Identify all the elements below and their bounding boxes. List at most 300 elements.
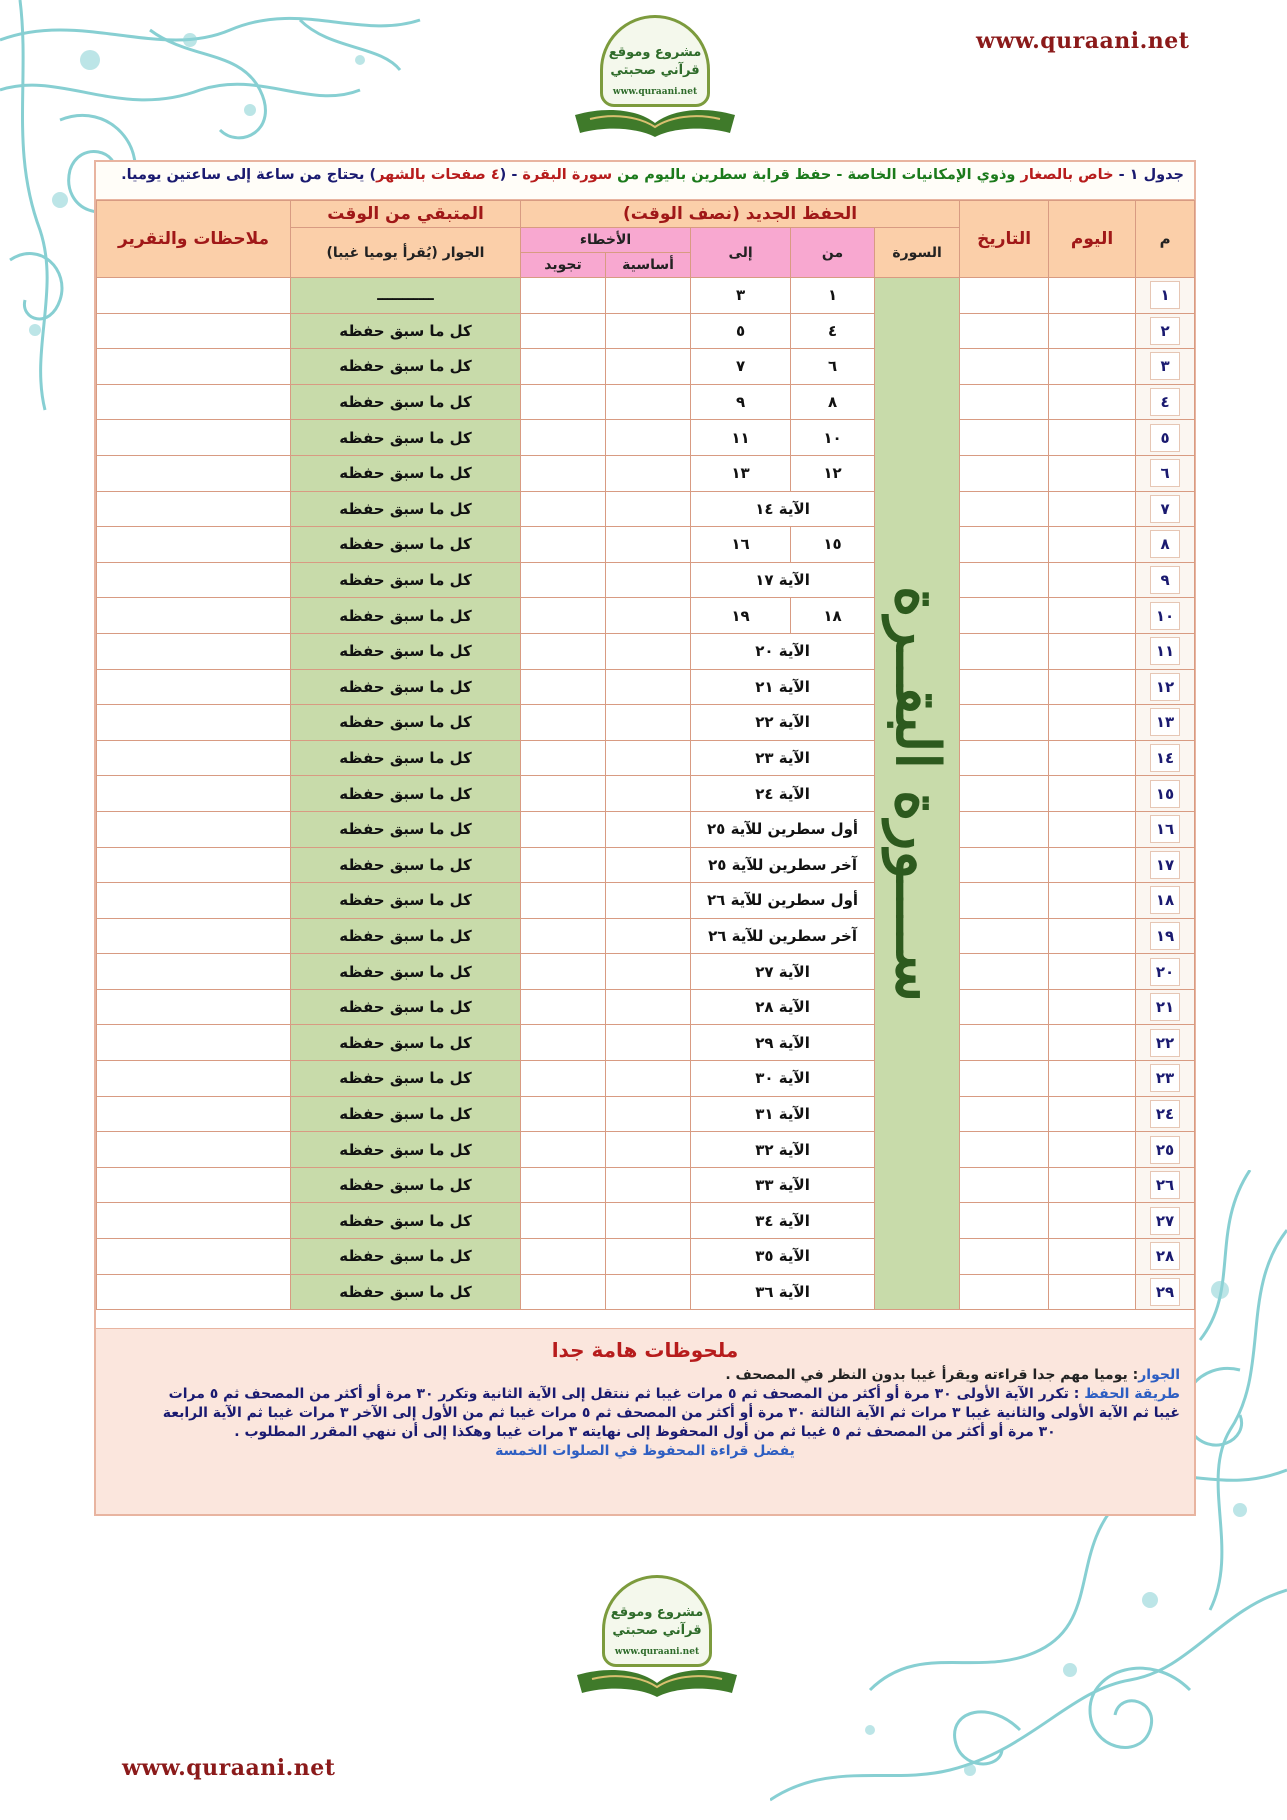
jiwar-cell: كل ما سبق حفظه xyxy=(291,1203,521,1239)
mistakes-tajweed-cell[interactable] xyxy=(521,918,606,954)
date-cell[interactable] xyxy=(960,847,1049,883)
mistakes-basic-cell[interactable] xyxy=(606,527,691,563)
mistakes-tajweed-cell[interactable] xyxy=(521,384,606,420)
mistakes-basic-cell[interactable] xyxy=(606,633,691,669)
row-number-cell xyxy=(1136,349,1195,385)
notes-cell[interactable] xyxy=(97,562,291,598)
from-cell: ١٨ xyxy=(791,598,875,634)
mistakes-basic-cell[interactable] xyxy=(606,847,691,883)
date-cell[interactable] xyxy=(960,705,1049,741)
row-number: ٢٤ xyxy=(1150,1100,1180,1128)
notes-jiwar xyxy=(110,1366,1180,1385)
table-row xyxy=(97,705,1195,741)
mistakes-basic-cell[interactable] xyxy=(606,562,691,598)
jiwar-cell: كل ما سبق حفظه xyxy=(291,1061,521,1097)
row-number-cell xyxy=(1136,1025,1195,1061)
logo-line2: قرآني صحبتي xyxy=(610,63,700,78)
verse-range-cell: الآية ٣٣ xyxy=(691,1167,875,1203)
date-cell[interactable] xyxy=(960,883,1049,919)
mistakes-basic-cell[interactable] xyxy=(606,669,691,705)
notes-cell[interactable] xyxy=(97,1061,291,1097)
table-row xyxy=(97,989,1195,1025)
notes-cell[interactable] xyxy=(97,811,291,847)
row-number: ٢٦ xyxy=(1150,1171,1180,1199)
date-cell[interactable] xyxy=(960,1025,1049,1061)
jiwar-cell: كل ما سبق حفظه xyxy=(291,313,521,349)
table-row xyxy=(97,313,1195,349)
notes-cell[interactable] xyxy=(97,1274,291,1310)
jiwar-cell: كل ما سبق حفظه xyxy=(291,918,521,954)
day-cell[interactable] xyxy=(1049,705,1136,741)
row-number: ١٦ xyxy=(1150,815,1180,843)
mistakes-basic-cell[interactable] xyxy=(606,1239,691,1275)
open-book-icon xyxy=(572,1665,742,1699)
mistakes-tajweed-cell[interactable] xyxy=(521,527,606,563)
row-number: ٢٣ xyxy=(1150,1064,1180,1092)
caption-part: ) يحتاج من ساعة إلى ساعتين يوميا. xyxy=(121,167,377,183)
table-row xyxy=(97,455,1195,491)
caption-part: سورة البقرة xyxy=(522,167,613,183)
from-cell: ١ xyxy=(791,278,875,314)
notes-cell[interactable] xyxy=(97,384,291,420)
day-cell[interactable] xyxy=(1049,1167,1136,1203)
day-cell[interactable] xyxy=(1049,1239,1136,1275)
mistakes-basic-cell[interactable] xyxy=(606,1096,691,1132)
caption-part: ٤ صفحات بالشهر xyxy=(376,167,500,183)
notes-cell[interactable] xyxy=(97,633,291,669)
mistakes-basic-cell[interactable] xyxy=(606,1132,691,1168)
row-number-cell xyxy=(1136,527,1195,563)
row-number-cell xyxy=(1136,313,1195,349)
day-cell[interactable] xyxy=(1049,420,1136,456)
date-cell[interactable] xyxy=(960,1274,1049,1310)
date-cell[interactable] xyxy=(960,313,1049,349)
table-row xyxy=(97,847,1195,883)
header-to: إلى xyxy=(691,228,791,278)
site-url-bottom[interactable]: www.quraani.net xyxy=(122,1755,336,1781)
row-number: ١٨ xyxy=(1150,886,1180,914)
mistakes-tajweed-cell[interactable] xyxy=(521,847,606,883)
caption-part: وذوي الإمكانيات الخاصة - حفظ قرابة سطرين باليوم من xyxy=(612,167,1016,183)
header-date: التاريخ xyxy=(960,201,1049,278)
date-cell[interactable] xyxy=(960,562,1049,598)
header-remaining-time: المتبقي من الوقت xyxy=(291,201,521,228)
mistakes-tajweed-cell[interactable] xyxy=(521,491,606,527)
day-cell[interactable] xyxy=(1049,598,1136,634)
row-number-cell xyxy=(1136,918,1195,954)
jiwar-cell: كل ما سبق حفظه xyxy=(291,883,521,919)
day-cell[interactable] xyxy=(1049,740,1136,776)
day-cell[interactable] xyxy=(1049,455,1136,491)
to-cell: ١٣ xyxy=(691,455,791,491)
jiwar-cell: كل ما سبق حفظه xyxy=(291,420,521,456)
notes-cell[interactable] xyxy=(97,1203,291,1239)
notes-cell[interactable] xyxy=(97,740,291,776)
notes-title: ملحوظات هامة جدا xyxy=(551,1338,739,1362)
table-row xyxy=(97,527,1195,563)
verse-range-cell: الآية ٢٧ xyxy=(691,954,875,990)
to-cell: ١١ xyxy=(691,420,791,456)
date-cell[interactable] xyxy=(960,954,1049,990)
notes-section xyxy=(96,1328,1194,1514)
notes-cell[interactable] xyxy=(97,527,291,563)
jiwar-cell: كل ما سبق حفظه xyxy=(291,705,521,741)
notes-cell[interactable] xyxy=(97,954,291,990)
row-number-cell xyxy=(1136,669,1195,705)
from-cell: ٤ xyxy=(791,313,875,349)
notes-cell[interactable] xyxy=(97,1239,291,1275)
row-number: ٢٠ xyxy=(1150,958,1180,986)
date-cell[interactable] xyxy=(960,384,1049,420)
notes-cell[interactable] xyxy=(97,598,291,634)
table-caption xyxy=(96,162,1194,200)
date-cell[interactable] xyxy=(960,1167,1049,1203)
logo-line1: مشروع وموقع xyxy=(610,1605,704,1620)
to-cell: ١٦ xyxy=(691,527,791,563)
mistakes-tajweed-cell[interactable] xyxy=(521,349,606,385)
notes-cell[interactable] xyxy=(97,313,291,349)
row-number: ١٠ xyxy=(1150,602,1180,630)
date-cell[interactable] xyxy=(960,1203,1049,1239)
date-cell[interactable] xyxy=(960,491,1049,527)
day-cell[interactable] xyxy=(1049,633,1136,669)
mistakes-basic-cell[interactable] xyxy=(606,740,691,776)
mistakes-basic-cell[interactable] xyxy=(606,313,691,349)
mistakes-basic-cell[interactable] xyxy=(606,455,691,491)
verse-range-cell: الآية ٢١ xyxy=(691,669,875,705)
header-new-memorization: الحفظ الجديد (نصف الوقت) xyxy=(521,201,960,228)
row-number-cell xyxy=(1136,1167,1195,1203)
mistakes-tajweed-cell[interactable] xyxy=(521,669,606,705)
notes-cell[interactable] xyxy=(97,883,291,919)
notes-cell[interactable] xyxy=(97,847,291,883)
row-number-cell xyxy=(1136,455,1195,491)
verse-range-cell: آخر سطرين للآية ٢٦ xyxy=(691,918,875,954)
mistakes-tajweed-cell[interactable] xyxy=(521,455,606,491)
notes-cell[interactable] xyxy=(97,349,291,385)
verse-range-cell: الآية ٢٢ xyxy=(691,705,875,741)
jiwar-cell: كل ما سبق حفظه xyxy=(291,455,521,491)
mistakes-basic-cell[interactable] xyxy=(606,491,691,527)
mistakes-basic-cell[interactable] xyxy=(606,1203,691,1239)
row-number: ٢٢ xyxy=(1150,1029,1180,1057)
row-number-cell xyxy=(1136,420,1195,456)
mistakes-tajweed-cell[interactable] xyxy=(521,562,606,598)
day-cell[interactable] xyxy=(1049,669,1136,705)
row-number: ٨ xyxy=(1150,530,1180,558)
row-number-cell xyxy=(1136,1096,1195,1132)
mistakes-basic-cell[interactable] xyxy=(606,954,691,990)
row-number-cell xyxy=(1136,1203,1195,1239)
day-cell[interactable] xyxy=(1049,1203,1136,1239)
header-surah: السورة xyxy=(875,228,960,278)
day-cell[interactable] xyxy=(1049,1061,1136,1097)
row-number: ٥ xyxy=(1150,424,1180,452)
logo-url: www.quraani.net xyxy=(612,87,698,97)
date-cell[interactable] xyxy=(960,811,1049,847)
header-mistakes: الأخطاء xyxy=(521,228,691,253)
mistakes-basic-cell[interactable] xyxy=(606,1274,691,1310)
schedule-frame xyxy=(94,160,1196,1516)
verse-range-cell: الآية ٢٤ xyxy=(691,776,875,812)
verse-range-cell: الآية ٣٦ xyxy=(691,1274,875,1310)
mistakes-basic-cell[interactable] xyxy=(606,776,691,812)
jiwar-cell: كل ما سبق حفظه xyxy=(291,1096,521,1132)
mistakes-tajweed-cell[interactable] xyxy=(521,598,606,634)
mistakes-tajweed-cell[interactable] xyxy=(521,776,606,812)
date-cell[interactable] xyxy=(960,740,1049,776)
mistakes-basic-cell[interactable] xyxy=(606,705,691,741)
day-cell[interactable] xyxy=(1049,883,1136,919)
mistakes-basic-cell[interactable] xyxy=(606,1061,691,1097)
mistakes-tajweed-cell[interactable] xyxy=(521,883,606,919)
mistakes-tajweed-cell[interactable] xyxy=(521,1203,606,1239)
table-row xyxy=(97,883,1195,919)
notes-method-label: طريقة الحفظ xyxy=(1084,1386,1180,1402)
to-cell: ٥ xyxy=(691,313,791,349)
notes-prayer: يفضل قراءة المحفوظ في الصلوات الخمسة xyxy=(495,1443,795,1459)
notes-jiwar-text: : يوميا مهم جدا قراءته ويقرأ غيبا بدون النظر في المصحف . xyxy=(725,1367,1139,1383)
notes-cell[interactable] xyxy=(97,669,291,705)
mistakes-basic-cell[interactable] xyxy=(606,420,691,456)
jiwar-cell: كل ما سبق حفظه xyxy=(291,491,521,527)
verse-range-cell: الآية ٣٠ xyxy=(691,1061,875,1097)
mistakes-basic-cell[interactable] xyxy=(606,811,691,847)
day-cell[interactable] xyxy=(1049,918,1136,954)
table-row xyxy=(97,811,1195,847)
notes-cell[interactable] xyxy=(97,278,291,314)
table-row xyxy=(97,1061,1195,1097)
mistakes-basic-cell[interactable] xyxy=(606,278,691,314)
mistakes-basic-cell[interactable] xyxy=(606,918,691,954)
site-url-top[interactable]: www.quraani.net xyxy=(976,28,1190,54)
table-row xyxy=(97,420,1195,456)
jiwar-cell: كل ما سبق حفظه xyxy=(291,847,521,883)
day-cell[interactable] xyxy=(1049,491,1136,527)
verse-range-cell: الآية ٢٨ xyxy=(691,989,875,1025)
jiwar-cell: كل ما سبق حفظه xyxy=(291,1239,521,1275)
verse-range-cell: أول سطرين للآية ٢٥ xyxy=(691,811,875,847)
row-number: ٢ xyxy=(1150,317,1180,345)
mistakes-basic-cell[interactable] xyxy=(606,384,691,420)
date-cell[interactable] xyxy=(960,669,1049,705)
date-cell[interactable] xyxy=(960,918,1049,954)
surah-cell xyxy=(875,278,960,1310)
verse-range-cell: أول سطرين للآية ٢٦ xyxy=(691,883,875,919)
row-number-cell xyxy=(1136,598,1195,634)
jiwar-cell: كل ما سبق حفظه xyxy=(291,1274,521,1310)
row-number-cell xyxy=(1136,847,1195,883)
header-num: م xyxy=(1136,201,1195,278)
mistakes-tajweed-cell[interactable] xyxy=(521,633,606,669)
day-cell[interactable] xyxy=(1049,562,1136,598)
row-number-cell xyxy=(1136,562,1195,598)
from-cell: ٦ xyxy=(791,349,875,385)
notes-jiwar-label: الجوار xyxy=(1138,1367,1180,1383)
row-number: ٢٧ xyxy=(1150,1207,1180,1235)
mistakes-tajweed-cell[interactable] xyxy=(521,313,606,349)
table-row xyxy=(97,1167,1195,1203)
day-cell[interactable] xyxy=(1049,278,1136,314)
mistakes-tajweed-cell[interactable] xyxy=(521,1025,606,1061)
row-number: ٩ xyxy=(1150,566,1180,594)
jiwar-cell: كل ما سبق حفظه xyxy=(291,562,521,598)
notes-cell[interactable] xyxy=(97,776,291,812)
day-cell[interactable] xyxy=(1049,1274,1136,1310)
day-cell[interactable] xyxy=(1049,349,1136,385)
day-cell[interactable] xyxy=(1049,989,1136,1025)
day-cell[interactable] xyxy=(1049,1096,1136,1132)
mistakes-tajweed-cell[interactable] xyxy=(521,1132,606,1168)
from-cell: ١٥ xyxy=(791,527,875,563)
jiwar-cell: كل ما سبق حفظه xyxy=(291,1025,521,1061)
jiwar-cell: كل ما سبق حفظه xyxy=(291,776,521,812)
row-number-cell xyxy=(1136,633,1195,669)
table-row xyxy=(97,740,1195,776)
table-row xyxy=(97,562,1195,598)
row-number: ٧ xyxy=(1150,495,1180,523)
table-row xyxy=(97,598,1195,634)
day-cell[interactable] xyxy=(1049,1025,1136,1061)
date-cell[interactable] xyxy=(960,598,1049,634)
mistakes-tajweed-cell[interactable] xyxy=(521,1167,606,1203)
day-cell[interactable] xyxy=(1049,527,1136,563)
mistakes-tajweed-cell[interactable] xyxy=(521,1274,606,1310)
row-number-cell xyxy=(1136,776,1195,812)
row-number: ١٧ xyxy=(1150,851,1180,879)
to-cell: ٩ xyxy=(691,384,791,420)
notes-method-2: غيبا ثم الآية الأولى والثانية غيبا ٣ مرات ثم الآية الثالثة ٣٠ مرة أو أكثر من المصحف ثم ٥ مرات غيبا ثم من الأول إلى الآخر ٣ مرات غيبا ثم الآية الرابعة xyxy=(162,1405,1180,1421)
day-cell[interactable] xyxy=(1049,776,1136,812)
verse-range-cell: الآية ٢٠ xyxy=(691,633,875,669)
row-number: ٦ xyxy=(1150,459,1180,487)
jiwar-cell: كل ما سبق حفظه xyxy=(291,669,521,705)
date-cell[interactable] xyxy=(960,527,1049,563)
table-row xyxy=(97,1132,1195,1168)
mistakes-tajweed-cell[interactable] xyxy=(521,740,606,776)
to-cell: ٣ xyxy=(691,278,791,314)
verse-range-cell: الآية ٣٢ xyxy=(691,1132,875,1168)
notes-cell[interactable] xyxy=(97,705,291,741)
row-number: ١٤ xyxy=(1150,744,1180,772)
day-cell[interactable] xyxy=(1049,847,1136,883)
row-number-cell xyxy=(1136,1239,1195,1275)
row-number: ١٢ xyxy=(1150,673,1180,701)
mistakes-tajweed-cell[interactable] xyxy=(521,811,606,847)
table-row xyxy=(97,776,1195,812)
mistakes-basic-cell[interactable] xyxy=(606,1167,691,1203)
date-cell[interactable] xyxy=(960,1096,1049,1132)
mistakes-tajweed-cell[interactable] xyxy=(521,1061,606,1097)
row-number: ٢١ xyxy=(1150,993,1180,1021)
jiwar-cell: كل ما سبق حفظه xyxy=(291,1167,521,1203)
mistakes-basic-cell[interactable] xyxy=(606,598,691,634)
mistakes-tajweed-cell[interactable] xyxy=(521,705,606,741)
date-cell[interactable] xyxy=(960,989,1049,1025)
header-basic: أساسية xyxy=(606,253,691,278)
open-book-icon xyxy=(570,105,740,139)
row-number-cell xyxy=(1136,954,1195,990)
day-cell[interactable] xyxy=(1049,954,1136,990)
notes-cell[interactable] xyxy=(97,1096,291,1132)
mistakes-tajweed-cell[interactable] xyxy=(521,278,606,314)
row-number: ١٣ xyxy=(1150,708,1180,736)
notes-cell[interactable] xyxy=(97,1025,291,1061)
table-row xyxy=(97,1096,1195,1132)
jiwar-cell: كل ما سبق حفظه xyxy=(291,989,521,1025)
mistakes-tajweed-cell[interactable] xyxy=(521,1096,606,1132)
header-notes: ملاحظات والتقرير xyxy=(97,201,291,278)
table-row xyxy=(97,1203,1195,1239)
row-number: ١٥ xyxy=(1150,780,1180,808)
day-cell[interactable] xyxy=(1049,313,1136,349)
jiwar-cell: كل ما سبق حفظه xyxy=(291,349,521,385)
row-number: ٢٨ xyxy=(1150,1242,1180,1270)
day-cell[interactable] xyxy=(1049,1132,1136,1168)
date-cell[interactable] xyxy=(960,420,1049,456)
notes-cell[interactable] xyxy=(97,1132,291,1168)
table-row xyxy=(97,349,1195,385)
date-cell[interactable] xyxy=(960,1132,1049,1168)
row-number: ١ xyxy=(1150,281,1180,309)
date-cell[interactable] xyxy=(960,349,1049,385)
row-number-cell xyxy=(1136,740,1195,776)
date-cell[interactable] xyxy=(960,1239,1049,1275)
row-number-cell xyxy=(1136,491,1195,527)
date-cell[interactable] xyxy=(960,633,1049,669)
caption-part: خاص بالصغار xyxy=(1015,167,1114,183)
row-number-cell xyxy=(1136,1061,1195,1097)
row-number-cell xyxy=(1136,1132,1195,1168)
table-row xyxy=(97,918,1195,954)
mistakes-tajweed-cell[interactable] xyxy=(521,954,606,990)
date-cell[interactable] xyxy=(960,776,1049,812)
day-cell[interactable] xyxy=(1049,811,1136,847)
table-row xyxy=(97,278,1195,314)
date-cell[interactable] xyxy=(960,455,1049,491)
mistakes-basic-cell[interactable] xyxy=(606,883,691,919)
mistakes-tajweed-cell[interactable] xyxy=(521,420,606,456)
logo-line1: مشروع وموقع xyxy=(608,45,702,60)
row-number: ١٩ xyxy=(1150,922,1180,950)
date-cell[interactable] xyxy=(960,1061,1049,1097)
mistakes-basic-cell[interactable] xyxy=(606,1025,691,1061)
mistakes-basic-cell[interactable] xyxy=(606,349,691,385)
row-number-cell xyxy=(1136,811,1195,847)
header-jiwar: الجوار (يُقرأ يوميا غيبا) xyxy=(291,228,521,278)
notes-cell[interactable] xyxy=(97,491,291,527)
mistakes-basic-cell[interactable] xyxy=(606,989,691,1025)
logo-top xyxy=(570,15,740,145)
notes-cell[interactable] xyxy=(97,918,291,954)
row-number-cell xyxy=(1136,883,1195,919)
notes-cell[interactable] xyxy=(97,420,291,456)
table-row xyxy=(97,491,1195,527)
row-number-cell xyxy=(1136,384,1195,420)
day-cell[interactable] xyxy=(1049,384,1136,420)
mistakes-tajweed-cell[interactable] xyxy=(521,1239,606,1275)
logo-url: www.quraani.net xyxy=(614,1647,700,1657)
header-tajweed: تجويد xyxy=(521,253,606,278)
date-cell[interactable] xyxy=(960,278,1049,314)
notes-cell[interactable] xyxy=(97,1167,291,1203)
notes-cell[interactable] xyxy=(97,989,291,1025)
notes-cell[interactable] xyxy=(97,455,291,491)
row-number: ٢٥ xyxy=(1150,1136,1180,1164)
verse-range-cell: الآية ٣٤ xyxy=(691,1203,875,1239)
verse-range-cell: آخر سطرين للآية ٢٥ xyxy=(691,847,875,883)
mistakes-tajweed-cell[interactable] xyxy=(521,989,606,1025)
